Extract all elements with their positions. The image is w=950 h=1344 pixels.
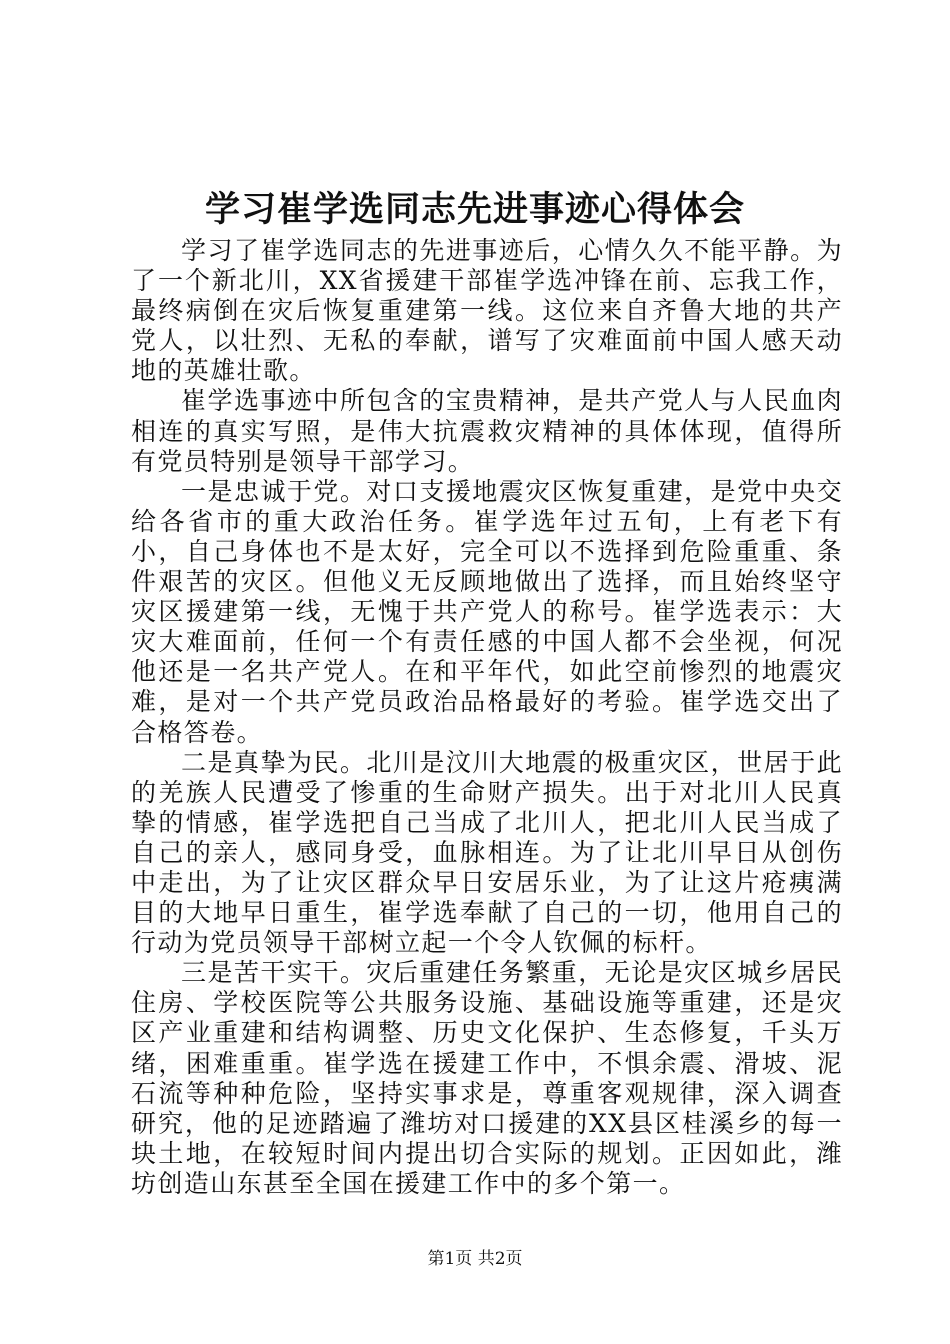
document-body <box>131 236 843 1199</box>
paragraph-intro: 学习了崔学选同志的先进事迹后，心情久久不能平静。为了一个新北川，XX省援建干部崔学选冲锋在前、忘我工作，最终病倒在灾后恢复重建第一线。这位来自齐鲁大地的共产党人，以壮烈、无私的奉献，谱写了灾难面前中国人感天动地的英雄壮歌。 <box>131 236 843 386</box>
paragraph-summary: 崔学选事迹中所包含的宝贵精神，是共产党人与人民血肉相连的真实写照，是伟大抗震救灾精神的具体体现，值得所有党员特别是领导干部学习。 <box>131 386 843 476</box>
document-title: 学习崔学选同志先进事迹心得体会 <box>204 189 745 230</box>
paragraph-loyalty: 一是忠诚于党。对口支援地震灾区恢复重建，是党中央交给各省市的重大政治任务。崔学选年过五旬，上有老下有小，自己身体也不是太好，完全可以不选择到危险重重、条件艰苦的灾区。但他义无反顾地做出了选择，而且始终坚守灾区援建第一线，无愧于共产党人的称号。崔学选表示：大灾大难面前，任何一个有责任感的中国人都不会坐视，何况他还是一名共产党人。在和平年代，如此空前惨烈的地震灾难，是对一个共产党员政治品格最好的考验。崔学选交出了合格答卷。 <box>131 476 843 747</box>
page-number-footer: 第1页 共2页 <box>427 1249 523 1269</box>
paragraph-hard-work: 三是苦干实干。灾后重建任务繁重，无论是灾区城乡居民住房、学校医院等公共服务设施、基础设施等重建，还是灾区产业重建和结构调整、历史文化保护、生态修复，千头万绪，困难重重。崔学选在援建工作中，不惧余震、滑坡、泥石流等种种危险，坚持实事求是，尊重客观规律，深入调查研究，他的足迹踏遍了潍坊对口援建的XX县区桂溪乡的每一块土地，在较短时间内提出切合实际的规划。正因如此，潍坊创造山东甚至全国在援建工作中的多个第一。 <box>131 958 843 1198</box>
paragraph-people: 二是真挚为民。北川是汶川大地震的极重灾区，世居于此的羌族人民遭受了惨重的生命财产损失。出于对北川人民真挚的情感，崔学选把自己当成了北川人，把北川人民当成了自己的亲人，感同身受，血脉相连。为了让北川早日从创伤中走出，为了让灾区群众早日安居乐业，为了让这片疮痍满目的大地早日重生，崔学选奉献了自己的一切，他用自己的行动为党员领导干部树立起一个令人钦佩的标杆。 <box>131 747 843 958</box>
